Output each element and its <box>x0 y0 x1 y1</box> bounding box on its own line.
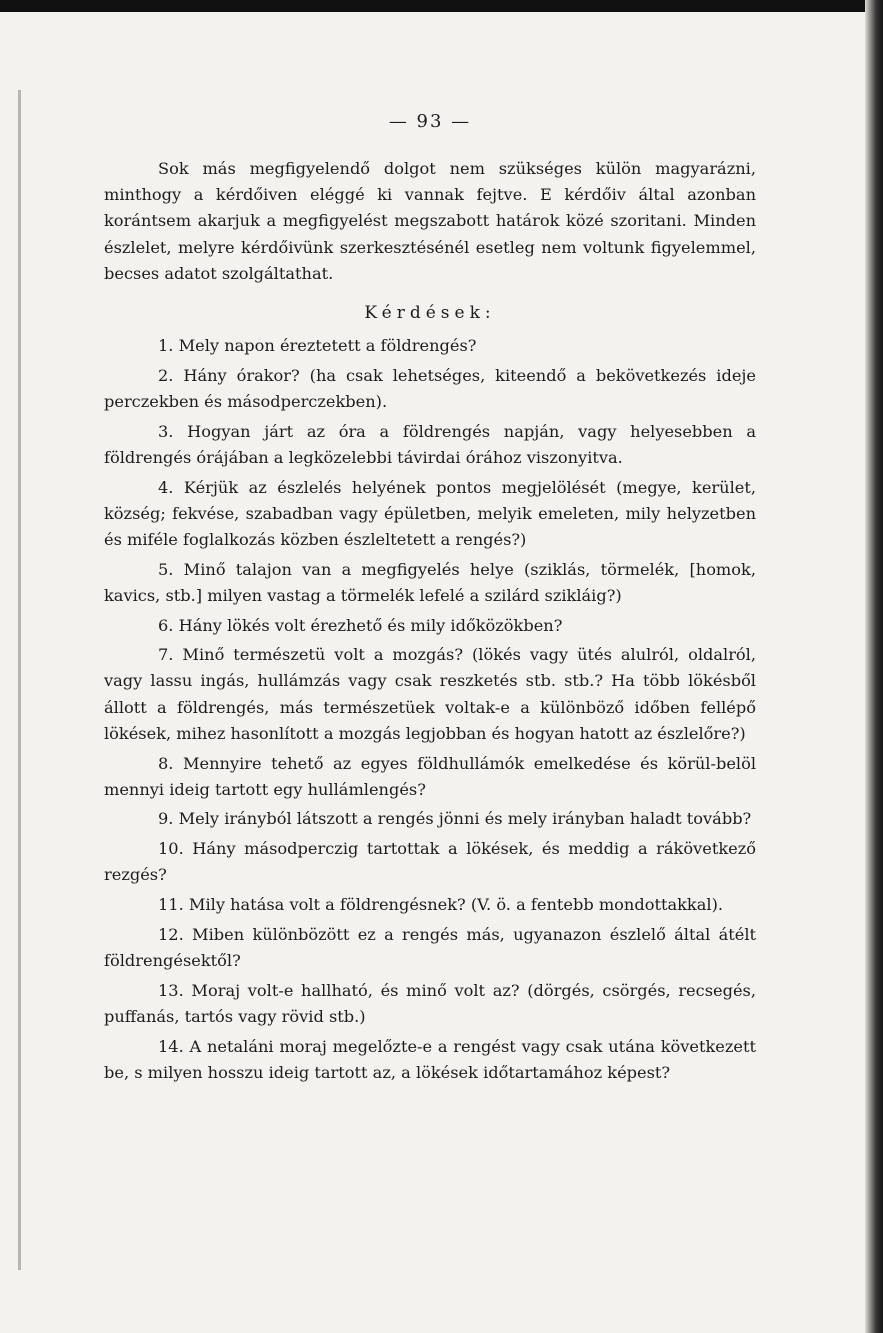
question-8: 8. Mennyire tehető az egyes földhullámók emelkedése és körül-belöl mennyi ideig tartott egy hullámlengés? <box>104 753 756 799</box>
scan-left-shadow <box>18 90 21 1270</box>
question-11: 11. Mily hatása volt a földrengésnek? (V. ö. a fentebb mondottakkal). <box>158 895 724 915</box>
question-5: 5. Minő talajon van a megfigyelés helye (sziklás, törmelék, [homok, kavics, stb.] milyen vastag a törmelék lefelé a szilárd szikláig?) <box>104 559 756 605</box>
question-1: 1. Mely napon éreztetett a földrengés? <box>158 336 477 356</box>
page-text <box>104 108 756 1090</box>
question-7: 7. Minő természetü volt a mozgás? (lökés vagy ütés alulról, oldalról, vagy lassu ingás, hullámzás vagy csak reszketés stb. stb.? Ha több lökésből állott a földrengés, más természetüek voltak-e a különböző időben fellépő lökések, mihez hasonlított a mozgás legjobban és hogyan hatott az észlelőre?) <box>104 645 756 743</box>
scan-top-border <box>0 0 883 12</box>
question-13: 13. Moraj volt-e hallható, és minő volt az? (dörgés, csörgés, recsegés, puffanás, tartós vagy rövid stb.) <box>104 980 756 1026</box>
question-2: 2. Hány órakor? (ha csak lehetséges, kiteendő a bekövetkezés ideje perczekben és másodperczekben). <box>104 365 756 411</box>
question-9: 9. Mely irányból látszott a rengés jönni és mely irányban haladt tovább? <box>158 809 752 829</box>
intro-paragraph: Sok más megfigyelendő dolgot nem szükséges külön magyarázni, minthogy a kérdőiven eléggé ki vannak fejtve. E kérdőiv által azonban korántsem akarjuk a megfigyelést megszabott határok közé szoritani. Minden észlelet, melyre kérdőivünk szerkesztésénél esetleg nem voltunk figyelemmel, becses adatot szolgáltathat. <box>104 159 756 283</box>
questions-heading: Kérdések: <box>364 303 496 324</box>
question-4: 4. Kérjük az észlelés helyének pontos megjelölését (megye, kerület, község; fekvése, szabadban vagy épületben, melyik emeleten, mily helyzetben és miféle foglalkozás közben észleltetett a rengés?) <box>104 477 756 549</box>
question-10: 10. Hány másodperczig tartottak a lökések, és meddig a rákövetkező rezgés? <box>104 839 756 885</box>
page-number: — 93 — <box>388 111 472 132</box>
question-12: 12. Miben különbözött ez a rengés más, ugyanazon észlelő által átélt földrengésektől? <box>104 924 756 970</box>
question-6: 6. Hány lökés volt érezhető és mily időközökben? <box>158 615 563 635</box>
scan-right-edge <box>865 0 883 1333</box>
question-14: 14. A netaláni moraj megelőzte-e a rengést vagy csak utána következett be, s milyen hosszu ideig tartott az, a lökések időtartamához képest? <box>104 1036 756 1082</box>
question-3: 3. Hogyan járt az óra a földrengés napján, vagy helyesebben a földrengés órájában a legközelebbi távirdai órához viszonyitva. <box>104 421 756 467</box>
